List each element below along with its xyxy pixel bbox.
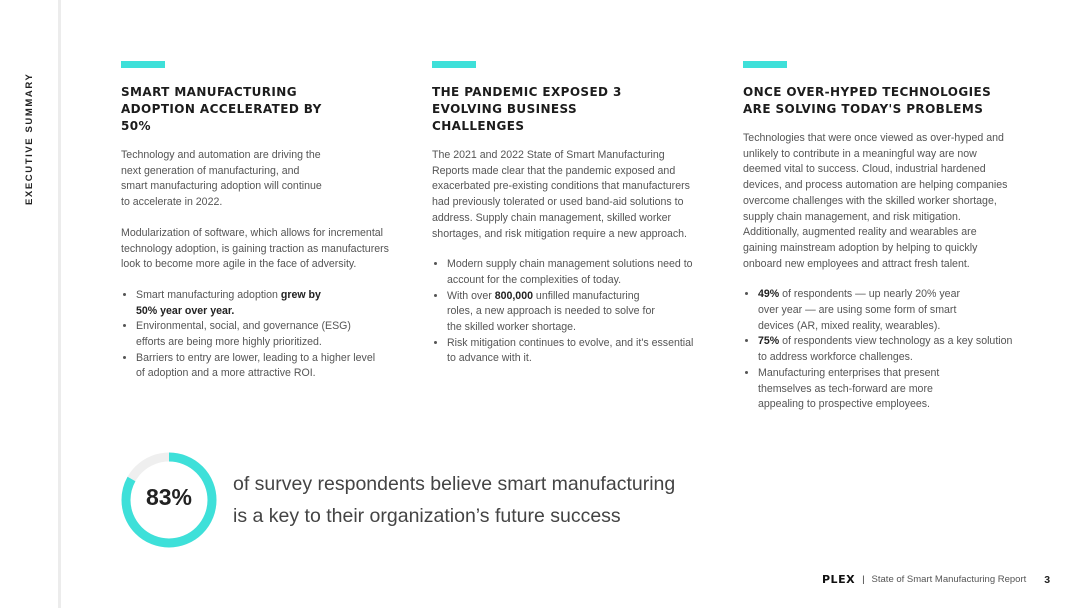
stat-line: of survey respondents believe smart manufacturing	[233, 473, 676, 495]
paragraph: Technology and automation are driving the next generation of manufacturing, and smart manufacturing adoption will continue to accelerate in 2022.	[121, 149, 322, 209]
footer-separator: |	[862, 574, 865, 585]
stat-percentage: 83%	[145, 484, 193, 510]
section-label: EXECUTIVE SUMMARY	[24, 72, 35, 205]
stat-line: is a key to their organization’s future success	[233, 505, 621, 527]
stat-caption	[233, 468, 675, 532]
bullet-item: • 75% of respondents view technology as a key solution to address workforce challenges.	[758, 334, 1013, 365]
bullet-item: • Barriers to entry are lower, leading to a higher level of adoption and a more attractive ROI.	[136, 351, 381, 382]
bullet-list	[743, 287, 1013, 413]
paragraph: Modularization of software, which allows for incremental technology adoption, is gaining traction as manufacturers look to become more agile in the face of adversity.	[121, 226, 389, 271]
bullet-item: • Environmental, social, and governance (ESG) efforts are being more highly prioritized.	[136, 319, 381, 350]
left-rail-divider	[58, 0, 61, 608]
accent-bar	[743, 61, 787, 68]
accent-bar	[432, 61, 476, 68]
footer-title: State of Smart Manufacturing Report	[871, 574, 1027, 585]
bullet-item: • 49% of respondents — up nearly 20% year over year — are using some form of smart devices (AR, mixed reality, wearables).	[758, 287, 983, 334]
bullet-item: • Modern supply chain management solutions need to account for the complexities of today.	[447, 257, 697, 288]
footer	[822, 573, 1050, 586]
column-adoption	[121, 61, 391, 382]
bullet-list	[432, 257, 697, 367]
bullet-list	[121, 288, 381, 382]
column-technologies	[743, 61, 1018, 413]
bullet-item: • With over 800,000 unfilled manufacturing roles, a new approach is needed to solve for the skilled worker shortage.	[447, 289, 657, 336]
bullet-item: • Smart manufacturing adoption grew by 50% year over year.	[136, 288, 326, 319]
page-number: 3	[1044, 573, 1051, 586]
paragraph: Technologies that were once viewed as over-hyped and unlikely to contribute in a meaningful way are now deemed vital to success. Cloud, industrial hardened devices, and process automation are helping companies overcome challenges with the skilled worker shortage, supply chain management, and risk mitigation. Additionally, augmented reality and wearables are gaining mainstream adoption by helping to quickly onboard new employees and attract fresh talent.	[743, 132, 1008, 270]
paragraph: The 2021 and 2022 State of Smart Manufacturing Reports made clear that the pandemic exposed and exacerbated pre-existing conditions that manufacturers had previously tolerated or used band-aid solutions to address. Supply chain management, skilled worker shortages, and risk mitigation require a new approach.	[432, 149, 690, 240]
column-heading: SMART MANUFACTURING ADOPTION ACCELERATED BY 50%	[121, 85, 322, 133]
accent-bar	[121, 61, 165, 68]
bullet-item: • Manufacturing enterprises that present themselves as tech-forward are more appealing to prospective employees.	[758, 366, 973, 413]
column-challenges	[432, 61, 702, 367]
plex-logo: PLEX	[822, 573, 856, 586]
column-heading: THE PANDEMIC EXPOSED 3 EVOLVING BUSINESS CHALLENGES	[432, 85, 622, 133]
bullet-item: • Risk mitigation continues to evolve, and it's essential to advance with it.	[447, 336, 697, 367]
column-heading: ONCE OVER-HYPED TECHNOLOGIES ARE SOLVING TODAY'S PROBLEMS	[743, 85, 992, 116]
